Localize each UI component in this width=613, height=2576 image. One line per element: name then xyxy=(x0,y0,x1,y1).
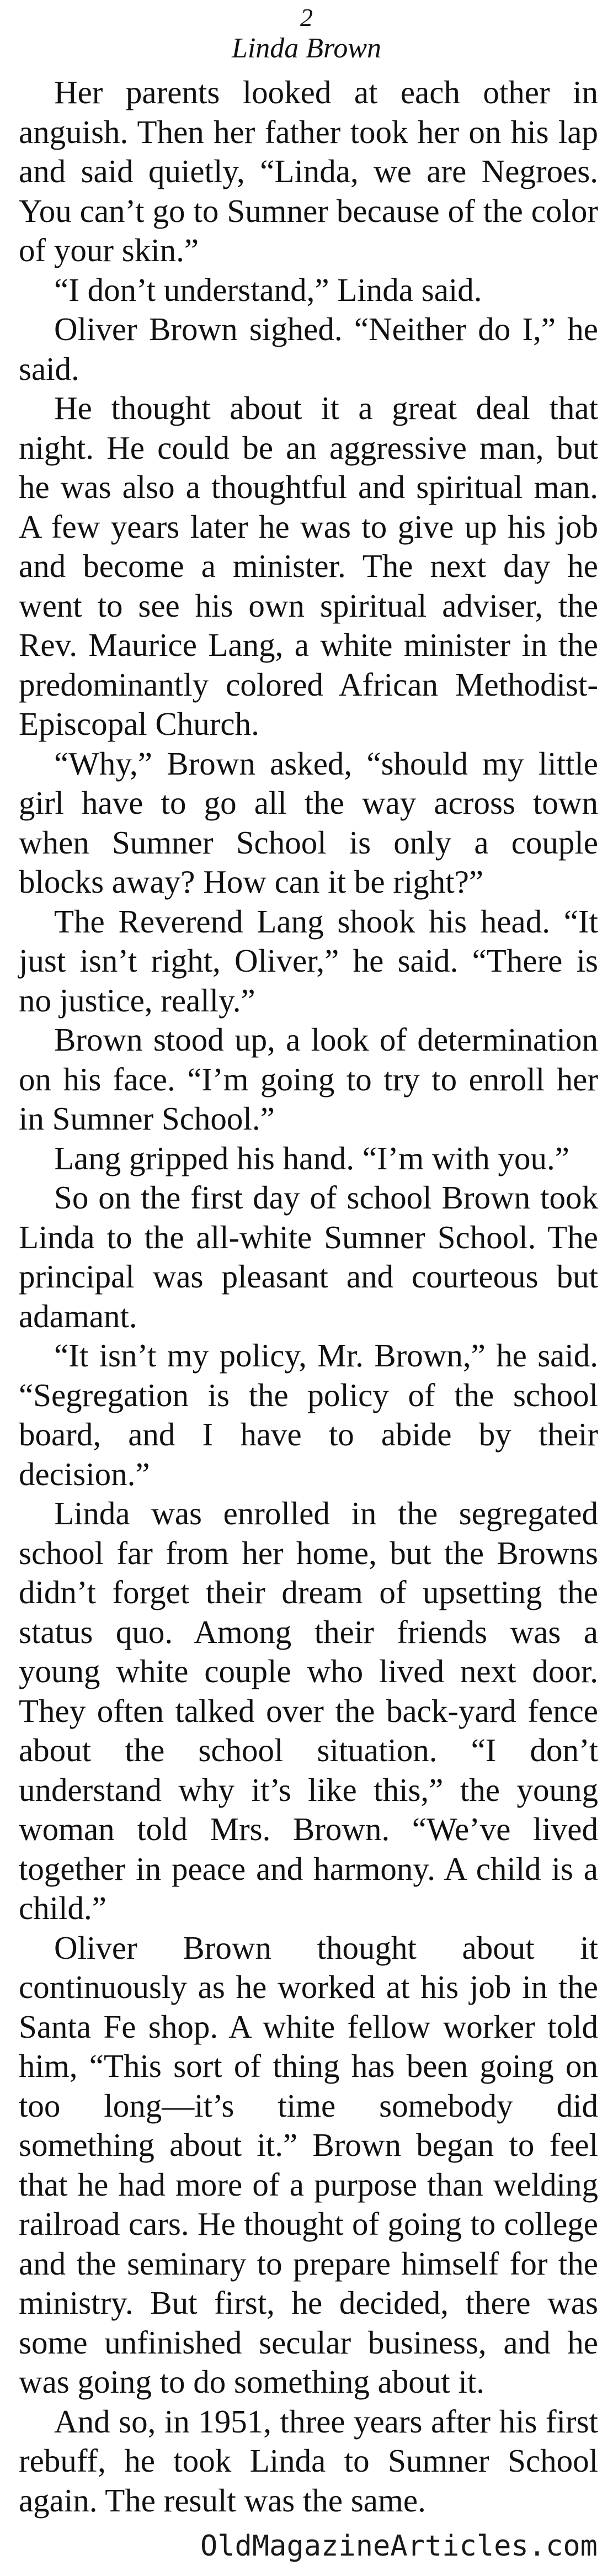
paragraph: So on the first day of school Brown took Linda to the all-white Sumner School. The principal was pleasant and courteous but adamant. xyxy=(19,1179,598,1334)
paragraph: Linda was enrolled in the segregated school far from her home, but the Browns didn’t forget their dream of upsetting the status quo. Among their friends was a young white couple who lived next door. They often talked over the back-yard fence about the school situation. “I don’t understand why it’s like this,” the young woman told Mrs. Brown. “We’ve lived together in peace and harmony. A child is a child.” xyxy=(19,1495,598,1926)
paragraph: Her parents looked at each other in anguish. Then her father took her on his lap and said quietly, “Linda, we are Negroes. You can’t go to Sumner because of the color of your skin.” xyxy=(19,74,598,268)
paragraph: The Reverend Lang shook his head. “It just isn’t right, Oliver,” he said. “There is no justice, really.” xyxy=(19,903,598,1019)
paragraph: “It isn’t my policy, Mr. Brown,” he said. “Segregation is the policy of the school board, and I have to abide by their decision.” xyxy=(19,1337,598,1492)
page-number: 2 xyxy=(300,3,313,31)
paragraph: Oliver Brown thought about it continuously as he worked at his job in the Santa Fe shop. A white fellow worker told him, “This sort of thing has been going on too long—it’s time somebody did something about it.” Brown began to feel that he had more of a purpose than welding railroad cars. He thought of going to college and the seminary to prepare himself for the ministry. But first, he decided, there was some unfinished secular business, and he was going to do something about it. xyxy=(19,1929,598,2400)
paragraph: “I don’t understand,” Linda said. xyxy=(54,271,482,308)
paragraph: “Why,” Brown asked, “should my little girl have to go all the way across town when Sumner School is only a couple blocks away? How can it be right?” xyxy=(19,745,598,900)
paragraph: Brown stood up, a look of determination on his face. “I’m going to try to enroll her in Sumner School.” xyxy=(19,1021,598,1137)
paragraph: Oliver Brown sighed. “Neither do I,” he said. xyxy=(19,311,598,387)
paragraph: And so, in 1951, three years after his first rebuff, he took Linda to Sumner School again. The result was the same. xyxy=(19,2403,598,2519)
article-body xyxy=(19,73,598,2520)
paragraph: Lang gripped his hand. “I’m with you.” xyxy=(54,1139,569,1176)
paragraph: He thought about it a great deal that night. He could be an aggressive man, but he was also a thoughtful and spiritual man. A few years later he was to give up his job and become a minister. The next day he went to see his own spiritual adviser, the Rev. Maurice Lang, a white minister in the predominantly colored African Methodist-Episcopal Church. xyxy=(19,390,598,742)
site-watermark: OldMagazineArticles.com xyxy=(200,2530,598,2563)
running-head: Linda Brown xyxy=(231,33,382,64)
